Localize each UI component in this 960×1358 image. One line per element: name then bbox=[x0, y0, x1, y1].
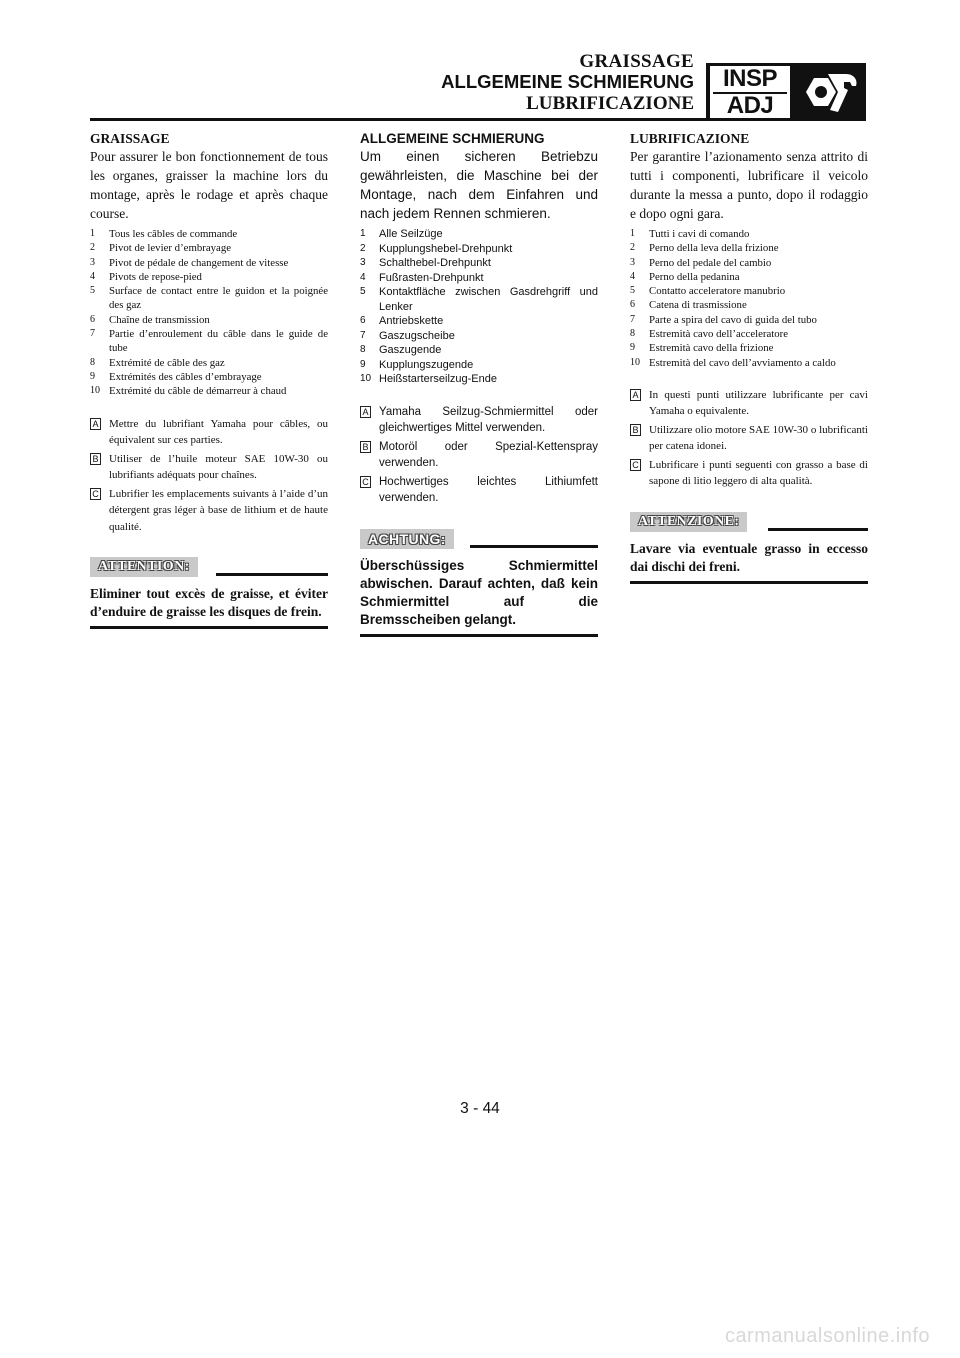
notes-list bbox=[630, 387, 868, 490]
note-item bbox=[90, 486, 328, 536]
item-number: 6 bbox=[630, 299, 635, 311]
section-title: ALLGEMEINE SCHMIERUNG bbox=[360, 131, 545, 146]
note-item bbox=[90, 416, 328, 449]
item-number: 3 bbox=[630, 256, 635, 268]
page-number: 3 - 44 bbox=[460, 1100, 500, 1117]
item-number: 9 bbox=[90, 370, 95, 382]
note-letter: C bbox=[360, 476, 371, 488]
intro-paragraph: Pour assurer le bon fonctionnement de tous les organes, graisser la machine lors du montage, après le rodage et après chaque course. bbox=[90, 149, 328, 221]
list-item bbox=[90, 356, 328, 370]
note-letter: B bbox=[90, 453, 101, 465]
list-item bbox=[630, 227, 868, 241]
item-number: 9 bbox=[630, 342, 635, 354]
list-item bbox=[90, 384, 328, 398]
item-number: 1 bbox=[630, 228, 635, 239]
item-text: Tous les câbles de commande bbox=[109, 228, 238, 240]
page-header bbox=[0, 0, 960, 125]
badge-bottom-label: ADJ bbox=[726, 92, 774, 119]
note-letter: C bbox=[90, 488, 101, 500]
caution-bottom-rule bbox=[90, 626, 328, 629]
item-text: Chaîne de transmission bbox=[109, 313, 210, 326]
badge-text bbox=[710, 66, 790, 118]
item-number: 2 bbox=[90, 242, 95, 254]
list-item bbox=[630, 327, 868, 341]
item-number: 8 bbox=[90, 356, 95, 368]
list-item bbox=[630, 270, 868, 284]
note-text: In questi punti utilizzare lubrificante per cavi Yamaha o equivalente. bbox=[649, 388, 868, 418]
item-text: Contatto acceleratore manubrio bbox=[649, 285, 786, 298]
item-number: 2 bbox=[630, 242, 635, 254]
caution-header bbox=[90, 557, 328, 579]
item-text: Estremità cavo della frizione bbox=[649, 342, 774, 355]
list-item bbox=[630, 241, 868, 255]
parts-list bbox=[90, 227, 328, 399]
note-text: Lubrifier les emplacements suivants à l’aide d’un détergent gras léger à base de lithium et de haute qualité. bbox=[109, 487, 328, 533]
note-text: Utilizzare olio motore SAE 10W-30 o lubrificanti per catena idonei. bbox=[649, 423, 868, 453]
list-item bbox=[90, 327, 328, 356]
caution-rule bbox=[768, 528, 868, 531]
header-title-de: ALLGEMEINE SCHMIERUNG bbox=[441, 71, 694, 92]
list-item bbox=[630, 256, 868, 270]
caution-rule bbox=[470, 545, 598, 548]
item-text: Fußrasten-Drehpunkt bbox=[379, 271, 484, 284]
note-text: Yamaha Seilzug-Schmiermittel oder gleichwertiges Mittel verwenden. bbox=[379, 405, 598, 434]
note-text: Mettre du lubrifiant Yamaha pour câbles, ou équivalent sur ces parties. bbox=[109, 417, 328, 447]
item-text: Heißstarterseilzug-Ende bbox=[379, 373, 497, 385]
item-text: Parte a spira del cavo di guida del tubo bbox=[649, 313, 817, 326]
list-item bbox=[90, 227, 328, 241]
list-item bbox=[90, 284, 328, 313]
item-number: 1 bbox=[360, 228, 366, 239]
list-item bbox=[90, 313, 328, 327]
item-number: 5 bbox=[360, 286, 366, 297]
list-item bbox=[360, 271, 598, 286]
item-text: Kupplungshebel-Drehpunkt bbox=[379, 242, 513, 255]
item-text: Perno del pedale del cambio bbox=[649, 256, 772, 269]
caution-header bbox=[360, 529, 598, 551]
item-number: 5 bbox=[90, 285, 95, 297]
item-number: 6 bbox=[360, 315, 366, 326]
item-text: Pivot de pédale de changement de vitesse bbox=[109, 256, 289, 269]
note-item bbox=[630, 422, 868, 455]
header-titles bbox=[441, 52, 694, 113]
section-title: GRAISSAGE bbox=[90, 131, 170, 146]
wrench-nut-icon bbox=[798, 66, 862, 118]
notes-list bbox=[90, 416, 328, 536]
caution-label: ACHTUNG: bbox=[360, 529, 454, 549]
list-item bbox=[90, 256, 328, 270]
item-text: Partie d’enroulement du câble dans le guide de tube bbox=[109, 328, 328, 355]
list-item bbox=[360, 285, 598, 314]
item-number: 2 bbox=[360, 242, 366, 254]
item-number: 7 bbox=[360, 329, 366, 341]
parts-list bbox=[360, 227, 598, 387]
list-item bbox=[360, 242, 598, 257]
item-number: 5 bbox=[630, 285, 635, 297]
intro-paragraph: Um einen sicheren Betriebzu gewährleisten, die Maschine bei der Montage, nach dem Einfahren und nach jedem Rennen schmieren. bbox=[360, 149, 598, 221]
item-number: 6 bbox=[90, 313, 95, 325]
item-number: 7 bbox=[90, 328, 95, 340]
item-number: 10 bbox=[90, 385, 100, 397]
caution-rule bbox=[216, 573, 328, 576]
item-text: Pivots de repose-pied bbox=[109, 270, 202, 283]
list-item bbox=[90, 270, 328, 284]
list-item bbox=[360, 227, 598, 242]
item-text: Perno della pedanina bbox=[649, 270, 740, 283]
item-text: Catena di trasmissione bbox=[649, 299, 747, 312]
header-title-fr: GRAISSAGE bbox=[579, 51, 694, 72]
item-text: Surface de contact entre le guidon et la poignée des gaz bbox=[109, 285, 328, 312]
note-item bbox=[630, 457, 868, 490]
list-item bbox=[360, 314, 598, 329]
section-title: LUBRIFICAZIONE bbox=[630, 131, 750, 146]
item-text: Extrémités des câbles d’embrayage bbox=[109, 370, 262, 383]
note-text: Motoröl oder Spezial-Kettenspray verwenden. bbox=[379, 440, 598, 469]
caution-text: Überschüssiges Schmiermittel abwischen. Darauf achten, daß kein Schmiermittel auf die Bremsscheiben gelangt. bbox=[360, 557, 598, 627]
note-letter: C bbox=[630, 459, 641, 471]
caution-label: ATTENTION: bbox=[90, 557, 198, 577]
list-item bbox=[360, 372, 598, 387]
item-text: Tutti i cavi di comando bbox=[649, 228, 750, 240]
caution-bottom-rule bbox=[630, 581, 868, 584]
note-item bbox=[360, 439, 598, 472]
list-item bbox=[360, 343, 598, 358]
item-number: 10 bbox=[360, 373, 372, 384]
parts-list bbox=[630, 227, 868, 370]
note-item bbox=[630, 387, 868, 420]
note-letter: B bbox=[360, 441, 371, 453]
note-item bbox=[90, 451, 328, 484]
list-item bbox=[90, 370, 328, 384]
note-letter: A bbox=[630, 389, 641, 401]
item-text: Alle Seilzüge bbox=[379, 228, 443, 240]
item-number: 4 bbox=[360, 271, 366, 283]
item-text: Antriebskette bbox=[379, 315, 444, 327]
list-item bbox=[630, 284, 868, 298]
insp-adj-badge bbox=[706, 63, 866, 121]
list-item bbox=[360, 256, 598, 271]
list-item bbox=[630, 356, 868, 370]
column-italian bbox=[630, 131, 868, 584]
item-text: Kupplungszugende bbox=[379, 358, 474, 371]
note-item bbox=[360, 404, 598, 437]
note-text: Hochwertiges leichtes Lithiumfett verwenden. bbox=[379, 475, 598, 504]
item-text: Gaszugende bbox=[379, 344, 442, 356]
badge-top-label: INSP bbox=[713, 66, 787, 94]
item-number: 7 bbox=[630, 313, 635, 325]
item-number: 3 bbox=[360, 257, 366, 268]
column-german bbox=[360, 131, 598, 637]
notes-list bbox=[360, 404, 598, 507]
caution-bottom-rule bbox=[360, 634, 598, 637]
item-number: 8 bbox=[630, 328, 635, 340]
item-text: Gaszugscheibe bbox=[379, 329, 455, 342]
item-text: Extrémité de câble des gaz bbox=[109, 356, 225, 369]
item-number: 8 bbox=[360, 344, 366, 355]
caution-header bbox=[630, 512, 868, 534]
item-text: Extrémité du câble de démarreur à chaud bbox=[109, 385, 287, 398]
list-item bbox=[630, 341, 868, 355]
item-number: 9 bbox=[360, 358, 366, 370]
item-text: Estremità cavo dell’acceleratore bbox=[649, 328, 789, 341]
item-text: Estremità del cavo dell’avviamento a caldo bbox=[649, 356, 836, 369]
caution-text: Eliminer tout excès de graisse, et éviter d’enduire de graisse les disques de frein. bbox=[90, 586, 328, 620]
list-item bbox=[90, 241, 328, 255]
item-text: Pivot de levier d’embrayage bbox=[109, 242, 232, 255]
watermark: carmanualsonline.info bbox=[724, 1325, 930, 1347]
item-text: Kontaktfläche zwischen Gasdrehgriff und Lenker bbox=[379, 286, 598, 313]
caution-label: ATTENZIONE: bbox=[630, 512, 747, 532]
note-letter: B bbox=[630, 424, 641, 436]
item-text: Schalthebel-Drehpunkt bbox=[379, 257, 491, 269]
header-title-it: LUBRIFICAZIONE bbox=[526, 92, 694, 114]
note-letter: A bbox=[90, 418, 101, 430]
item-text: Perno della leva della frizione bbox=[649, 242, 779, 255]
list-item bbox=[360, 358, 598, 373]
intro-paragraph: Per garantire l’azionamento senza attrito di tutti i componenti, lubrificare il veicolo durante la messa a punto, dopo il rodaggio e dopo ogni gara. bbox=[630, 149, 868, 221]
list-item bbox=[630, 298, 868, 312]
list-item bbox=[630, 313, 868, 327]
item-number: 1 bbox=[90, 228, 95, 239]
item-number: 3 bbox=[90, 256, 95, 268]
list-item bbox=[360, 329, 598, 344]
note-text: Lubrificare i punti seguenti con grasso a base di sapone di litio leggero di alta qualità. bbox=[649, 458, 868, 488]
note-letter: A bbox=[360, 406, 371, 418]
caution-text: Lavare via eventuale grasso in eccesso dai dischi dei freni. bbox=[630, 540, 868, 574]
column-french bbox=[90, 131, 328, 629]
item-number: 4 bbox=[630, 270, 635, 282]
note-item bbox=[360, 474, 598, 507]
note-text: Utiliser de l’huile moteur SAE 10W-30 ou lubrifiants adéquats pour chaînes. bbox=[109, 452, 328, 482]
item-number: 4 bbox=[90, 270, 95, 282]
item-number: 10 bbox=[630, 356, 640, 368]
